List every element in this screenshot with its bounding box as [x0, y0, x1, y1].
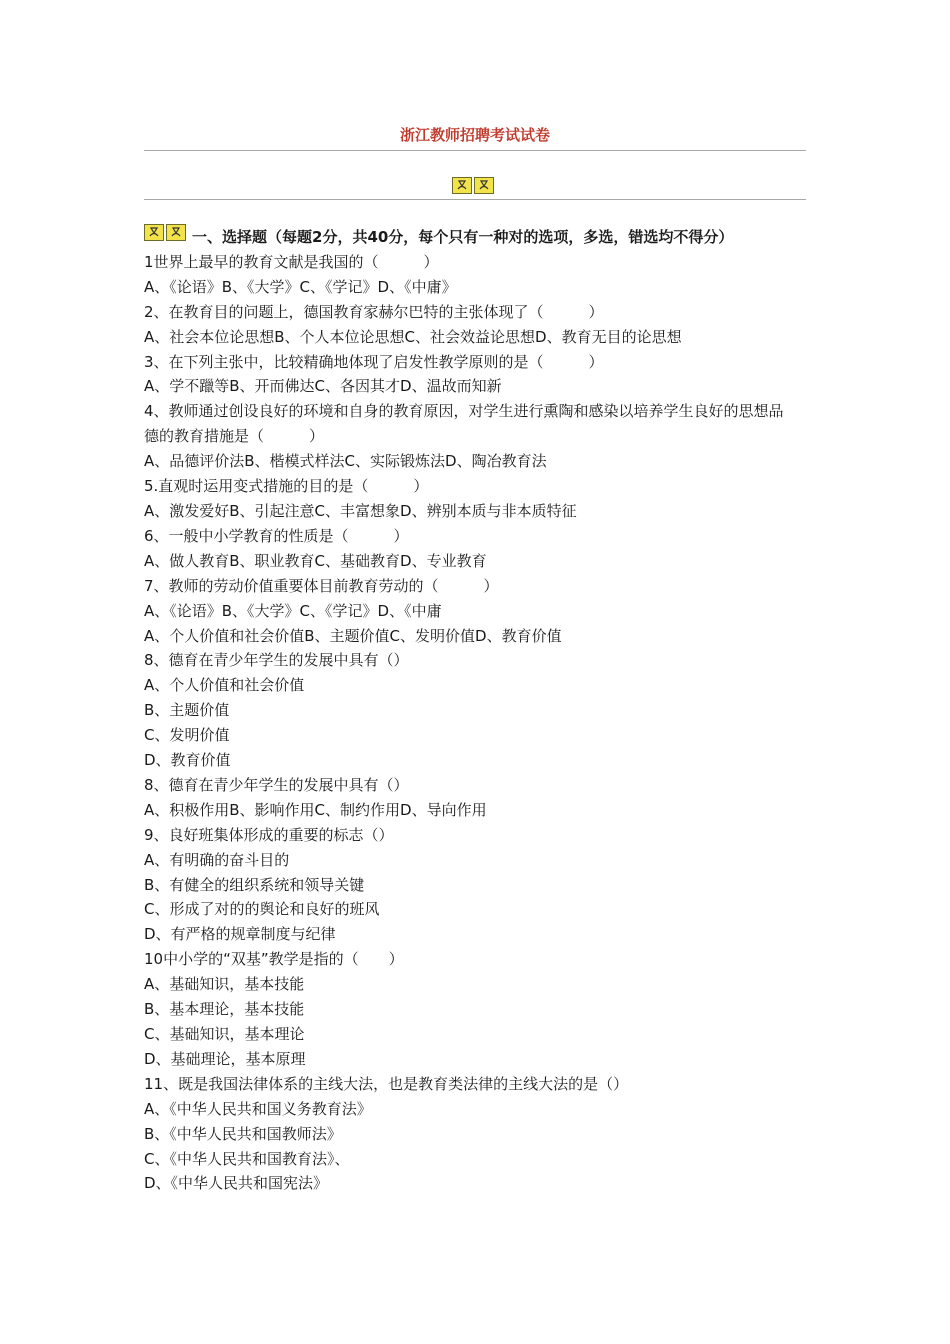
option-line: A、《论语》B、《大学》C、《学记》D、《中庸》	[144, 277, 457, 296]
question-line: 9、良好班集体形成的重要的标志（）	[144, 825, 394, 844]
question-line: 10中小学的“双基”教学是指的（ ）	[144, 950, 404, 969]
option-line: A、个人价值和社会价值	[144, 676, 305, 695]
document-icon	[474, 177, 494, 194]
header-divider	[144, 199, 806, 200]
option-line: D、《中华人民共和国宪法》	[144, 1174, 329, 1193]
page-title: 浙江教师招聘考试试卷	[399, 126, 550, 144]
option-line: C、发明价值	[144, 726, 230, 745]
option-line: C、基础知识，基本理论	[144, 1025, 305, 1043]
option-line: C、《中华人民共和国教育法》、	[144, 1149, 350, 1168]
question-line: 11、既是我国法律体系的主线大法，也是教育类法律的主线大法的是（）	[144, 1074, 629, 1093]
document-icon	[452, 177, 472, 194]
question-line: 8、德育在青少年学生的发展中具有（）	[144, 651, 409, 670]
question-line: 1世界上最早的教育文献是我国的（ ）	[144, 252, 439, 271]
option-line: B、主题价值	[144, 701, 230, 720]
question-line: 4、教师通过创设良好的环境和自身的教育原因，对学生进行熏陶和感染以培养学生良好的思想品德的教育措施是（ ）	[144, 402, 784, 446]
option-line: A、激发爱好B、引起注意C、丰富想象D、辨别本质与非本质特征	[144, 501, 577, 520]
exam-content	[144, 225, 794, 1196]
option-line: A、社会本位论思想B、个人本位论思想C、社会效益论思想D、教育无目的论思想	[144, 327, 682, 346]
question-line: 2、在教育目的问题上，德国教育家赫尔巴特的主张体现了（ ）	[144, 302, 604, 321]
option-line: A、积极作用B、影响作用C、制约作用D、导向作用	[144, 800, 487, 819]
question-line: 3、在下列主张中，比较精确地体现了启发性教学原则的是（ ）	[144, 352, 604, 371]
section-title: 一、选择题（每题2分，共40分，每个只有一种对的选项，多选，错选均不得分）	[192, 228, 734, 246]
header-icon-group	[452, 177, 494, 194]
option-line: A、个人价值和社会价值B、主题价值C、发明价值D、教育价值	[144, 626, 562, 645]
question-line: 7、教师的劳动价值重要体目前教育劳动的（ ）	[144, 576, 499, 595]
option-line: D、有严格的规章制度与纪律	[144, 925, 336, 944]
option-line: A、学不躐等B、开而佛达C、各因其才D、温故而知新	[144, 377, 502, 396]
option-line: B、《中华人民共和国教师法》	[144, 1124, 342, 1143]
option-line: B、有健全的组织系统和领导关键	[144, 875, 365, 894]
question-line: 8、德育在青少年学生的发展中具有（）	[144, 775, 409, 794]
option-line: A、《中华人民共和国义务教育法》	[144, 1099, 372, 1118]
title-divider	[144, 150, 806, 151]
question-line: 5.直观时运用变式措施的目的是（ ）	[144, 477, 429, 496]
option-line: B、基本理论，基本技能	[144, 1000, 305, 1019]
option-line: D、基础理论，基本原理	[144, 1049, 306, 1068]
question-line: 6、一般中小学教育的性质是（ ）	[144, 526, 409, 545]
option-line: A、品德评价法B、楷模式样法C、实际锻炼法D、陶冶教育法	[144, 452, 547, 471]
option-line: A、基础知识，基本技能	[144, 975, 305, 994]
option-line: A、有明确的奋斗目的	[144, 850, 290, 869]
option-line: D、教育价值	[144, 751, 231, 770]
option-line: A、《论语》B、《大学》C、《学记》D、《中庸	[144, 601, 442, 620]
option-line: A、做人教育B、职业教育C、基础教育D、专业教育	[144, 551, 487, 570]
option-line: C、形成了对的的舆论和良好的班风	[144, 900, 380, 919]
